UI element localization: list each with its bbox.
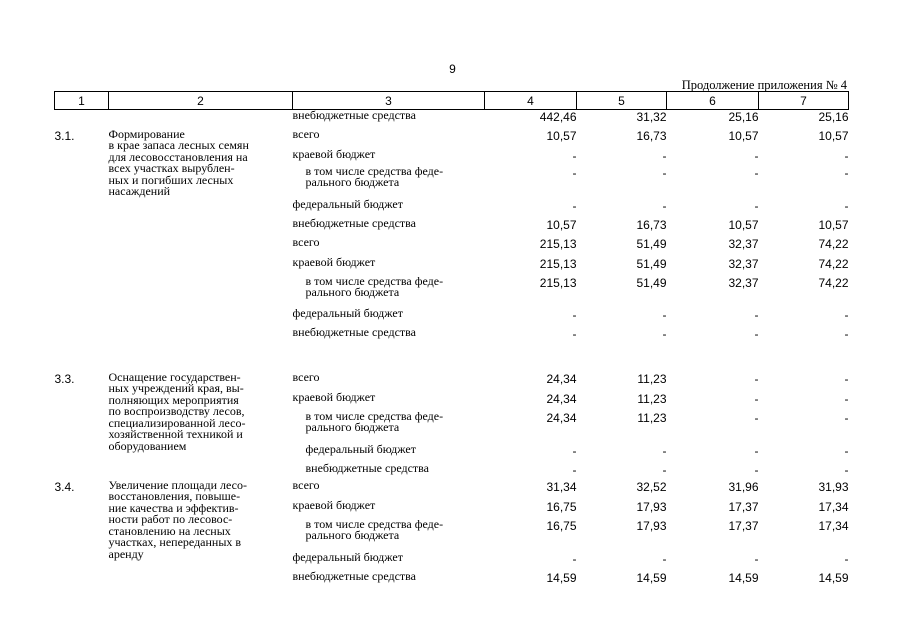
funding-source: краевой бюджет — [292, 254, 376, 269]
funding-source: внебюджетные средства — [305, 460, 429, 475]
value-col-5: - — [662, 165, 667, 180]
value-col-5: - — [662, 462, 667, 477]
value-col-4: 10,57 — [546, 128, 577, 143]
value-col-5: 51,49 — [636, 256, 667, 271]
value-col-6: 14,59 — [728, 570, 759, 585]
value-col-4: 24,34 — [546, 410, 577, 425]
value-col-7: - — [844, 148, 849, 163]
value-col-5: 11,23 — [637, 371, 667, 386]
funding-source: краевой бюджет — [292, 146, 376, 161]
funding-source: в том числе средства феде- рального бюджета — [305, 408, 444, 434]
value-col-6: - — [754, 410, 759, 425]
table-row — [55, 257, 849, 276]
funding-source: внебюджетные средства — [292, 324, 416, 339]
value-col-4: 24,34 — [546, 391, 577, 406]
item-description — [109, 276, 293, 308]
value-col-6: - — [754, 462, 759, 477]
value-col-7: 74,22 — [818, 275, 849, 290]
value-col-4: 31,34 — [546, 479, 577, 494]
header-col-3: 3 — [293, 92, 485, 110]
item-description — [109, 257, 293, 276]
value-col-6: - — [754, 165, 759, 180]
table-row — [55, 327, 849, 372]
value-col-5: - — [662, 443, 667, 458]
value-col-5: 32,52 — [636, 479, 667, 494]
continuation-label: Продолжение приложения № 4 — [681, 78, 847, 92]
value-col-4: 215,13 — [539, 236, 577, 251]
value-col-6: - — [754, 391, 759, 406]
value-col-5: - — [662, 551, 667, 566]
funding-source: в том числе средства феде- рального бюджета — [305, 163, 444, 189]
funding-source: федеральный бюджет — [305, 441, 416, 456]
value-col-5: 11,23 — [637, 391, 667, 406]
value-col-7: - — [844, 326, 849, 341]
item-description: Формирование в крае запаса лесных семян для лесовосстановления на всех участках вырублен- ных и погибших лесных насаждений — [108, 126, 249, 198]
funding-source: федеральный бюджет — [292, 549, 403, 564]
value-col-6: 32,37 — [728, 236, 759, 251]
value-col-4: - — [572, 551, 577, 566]
value-col-6: 32,37 — [728, 256, 759, 271]
funding-source: внебюджетные средства — [292, 568, 416, 583]
value-col-4: 10,57 — [546, 217, 577, 232]
table-row — [55, 276, 849, 308]
value-col-5: 16,73 — [636, 217, 667, 232]
value-col-6: 17,37 — [728, 518, 759, 533]
item-description: Оснащение государствен- ных учреждений края, вы- полняющих мероприятия по воспроизводству лесов, специализированной лесо- хозяйственной техникой и оборудованием — [108, 369, 246, 453]
value-col-4: 16,75 — [546, 499, 577, 514]
funding-source: федеральный бюджет — [292, 305, 403, 320]
value-col-4: - — [572, 443, 577, 458]
value-col-7: 17,34 — [818, 518, 849, 533]
funding-source: всего — [292, 477, 320, 492]
value-col-5: - — [662, 148, 667, 163]
value-col-5: 51,49 — [636, 236, 667, 251]
value-col-5: 31,32 — [636, 110, 667, 124]
value-col-7: 17,34 — [818, 499, 849, 514]
item-description — [109, 327, 293, 372]
header-col-7: 7 — [759, 92, 849, 110]
value-col-7: 31,93 — [818, 479, 849, 494]
value-col-6: - — [754, 371, 759, 386]
table-header-row — [55, 92, 849, 110]
value-col-6: 10,57 — [728, 128, 759, 143]
value-col-4: - — [572, 462, 577, 477]
header-col-6: 6 — [667, 92, 759, 110]
header-col-4: 4 — [485, 92, 577, 110]
value-col-4: 215,13 — [539, 256, 577, 271]
value-col-4: 14,59 — [546, 570, 577, 585]
item-number — [55, 327, 109, 372]
value-col-5: - — [662, 326, 667, 341]
page-number: 9 — [449, 62, 456, 76]
table-row — [55, 129, 849, 149]
funding-source: федеральный бюджет — [292, 196, 403, 211]
item-number: 3.3. — [54, 371, 75, 386]
value-col-4: 215,13 — [539, 275, 577, 290]
funding-source: внебюджетные средства — [292, 108, 416, 122]
table-body — [55, 110, 849, 590]
value-col-6: - — [754, 551, 759, 566]
value-col-6: - — [754, 148, 759, 163]
value-col-4: 16,75 — [546, 518, 577, 533]
value-col-4: - — [572, 148, 577, 163]
funding-source: всего — [292, 369, 320, 384]
value-col-4: - — [572, 165, 577, 180]
value-col-7: - — [844, 462, 849, 477]
item-description — [109, 110, 293, 129]
value-col-7: 10,57 — [818, 217, 849, 232]
value-col-7: 74,22 — [818, 236, 849, 251]
funding-source: всего — [292, 234, 320, 249]
item-description: Увеличение площади лесо- восстановления, повыше- ние качества и эффектив- ности работ по лесовос- становлению на лесных участках, непереданных в аренду — [108, 477, 247, 561]
funding-source: краевой бюджет — [292, 389, 376, 404]
funding-source: в том числе средства феде- рального бюджета — [305, 273, 444, 299]
item-description — [109, 308, 293, 327]
table-row — [55, 308, 849, 327]
header-col-5: 5 — [577, 92, 667, 110]
funding-source: краевой бюджет — [292, 497, 376, 512]
table-row — [55, 110, 849, 129]
header-col-2: 2 — [109, 92, 293, 110]
value-col-6: 32,37 — [728, 275, 759, 290]
value-col-7: - — [844, 551, 849, 566]
value-col-6: - — [754, 307, 759, 322]
value-col-7: - — [844, 410, 849, 425]
item-number: 3.1. — [54, 128, 75, 143]
header-col-1: 1 — [55, 92, 109, 110]
value-col-7: - — [844, 371, 849, 386]
value-col-7: 74,22 — [818, 256, 849, 271]
value-col-7: - — [844, 165, 849, 180]
value-col-7: 10,57 — [818, 128, 849, 143]
value-col-5: 17,93 — [636, 499, 667, 514]
value-col-7: - — [844, 443, 849, 458]
funding-source: всего — [292, 126, 320, 141]
value-col-6: - — [754, 198, 759, 213]
value-col-5: - — [662, 307, 667, 322]
item-number — [55, 308, 109, 327]
value-col-6: - — [754, 443, 759, 458]
value-col-6: 10,57 — [728, 217, 759, 232]
value-col-6: 17,37 — [728, 499, 759, 514]
value-col-5: 51,49 — [636, 275, 667, 290]
value-col-4: - — [572, 307, 577, 322]
budget-table — [54, 91, 849, 590]
value-col-6: - — [754, 326, 759, 341]
value-col-4: - — [572, 198, 577, 213]
value-col-7: - — [844, 391, 849, 406]
value-col-5: 14,59 — [636, 570, 667, 585]
value-col-6: 31,96 — [728, 479, 759, 494]
value-col-5: 17,93 — [636, 518, 667, 533]
funding-source: в том числе средства феде- рального бюджета — [305, 516, 444, 542]
value-col-6: 25,16 — [728, 110, 759, 124]
value-col-4: - — [572, 326, 577, 341]
item-number — [55, 110, 109, 129]
item-number — [55, 276, 109, 308]
value-col-5: - — [662, 198, 667, 213]
value-col-7: - — [844, 198, 849, 213]
value-col-4: 442,46 — [539, 110, 577, 124]
table-row — [55, 372, 849, 392]
value-col-7: - — [844, 307, 849, 322]
value-col-7: 25,16 — [818, 110, 849, 124]
funding-source: внебюджетные средства — [292, 215, 416, 230]
value-col-5: 16,73 — [636, 128, 667, 143]
value-col-4: 24,34 — [546, 371, 577, 386]
value-col-5: 11,23 — [637, 410, 667, 425]
item-number: 3.4. — [54, 479, 75, 494]
item-number — [55, 257, 109, 276]
table-row — [55, 480, 849, 500]
value-col-7: 14,59 — [818, 570, 849, 585]
